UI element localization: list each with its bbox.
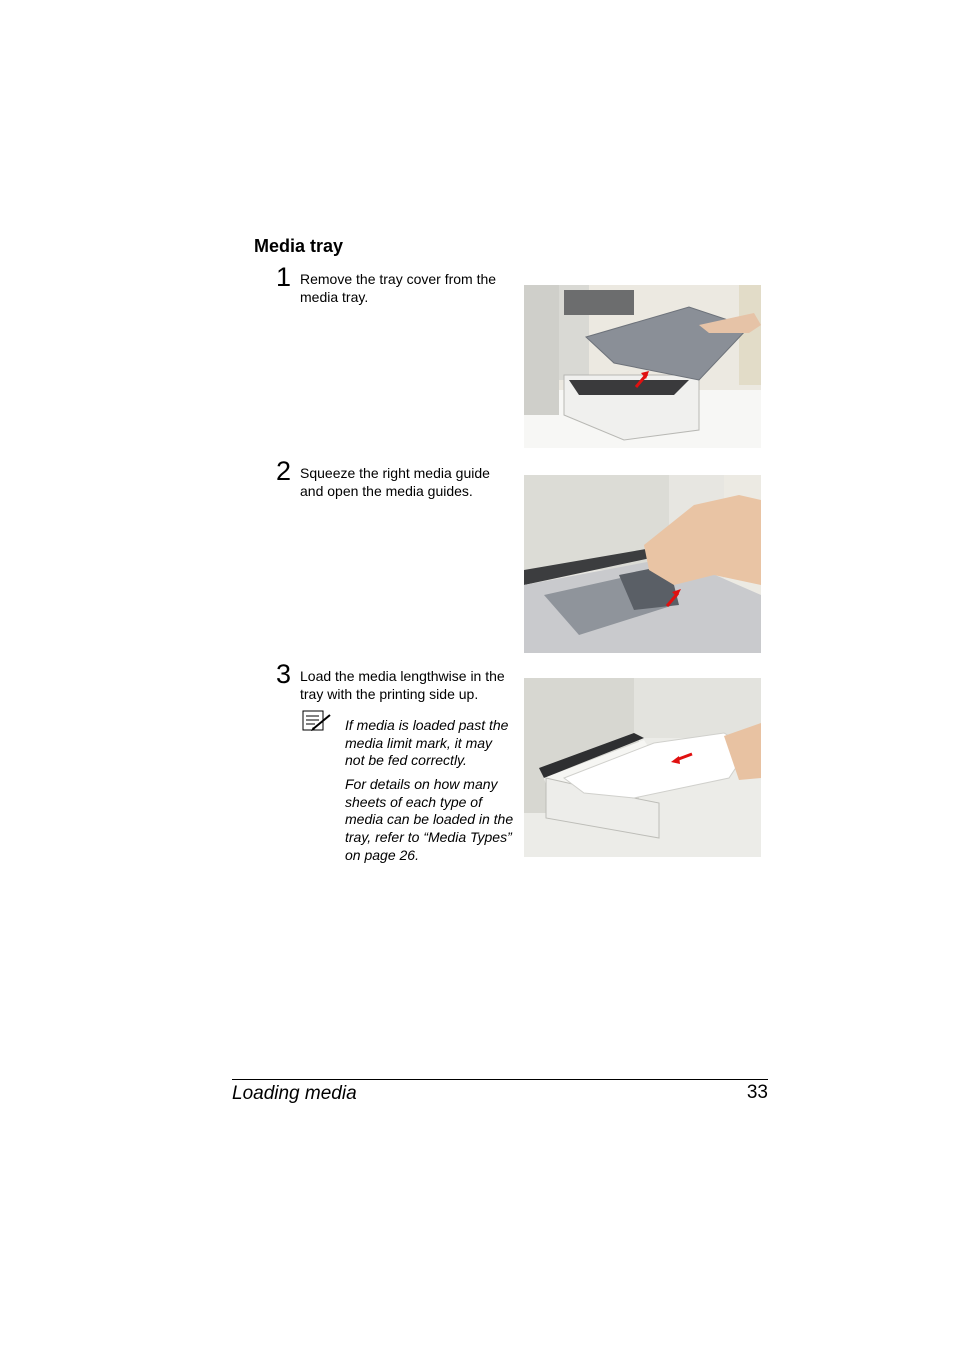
step-3-text: Load the media lengthwise in the tray with the printing side up. xyxy=(300,668,505,702)
step-3-number: 3 xyxy=(276,659,292,689)
photo-load-media xyxy=(524,678,761,857)
page-number: 33 xyxy=(746,1082,768,1103)
footer-title: Loading media xyxy=(232,1083,357,1104)
step-1-number: 1 xyxy=(276,262,292,292)
section-title: Media tray xyxy=(254,236,344,256)
note-media-types-reference: For details on how many sheets of each type of media can be loaded in the tray, refer to “Media Types” on page 26. xyxy=(345,776,514,863)
step-2-text: Squeeze the right media guide and open the media guides. xyxy=(300,465,490,499)
step-1-text: Remove the tray cover from the media tray. xyxy=(300,271,497,305)
note-pencil-icon xyxy=(302,710,332,732)
photo-open-media-guides xyxy=(524,475,761,653)
step-2-number: 2 xyxy=(276,456,292,486)
footer-rule xyxy=(232,1079,768,1080)
photo-remove-tray-cover xyxy=(524,285,761,448)
note-limit-mark: If media is loaded past the media limit mark, it may not be fed correctly. xyxy=(345,717,509,769)
